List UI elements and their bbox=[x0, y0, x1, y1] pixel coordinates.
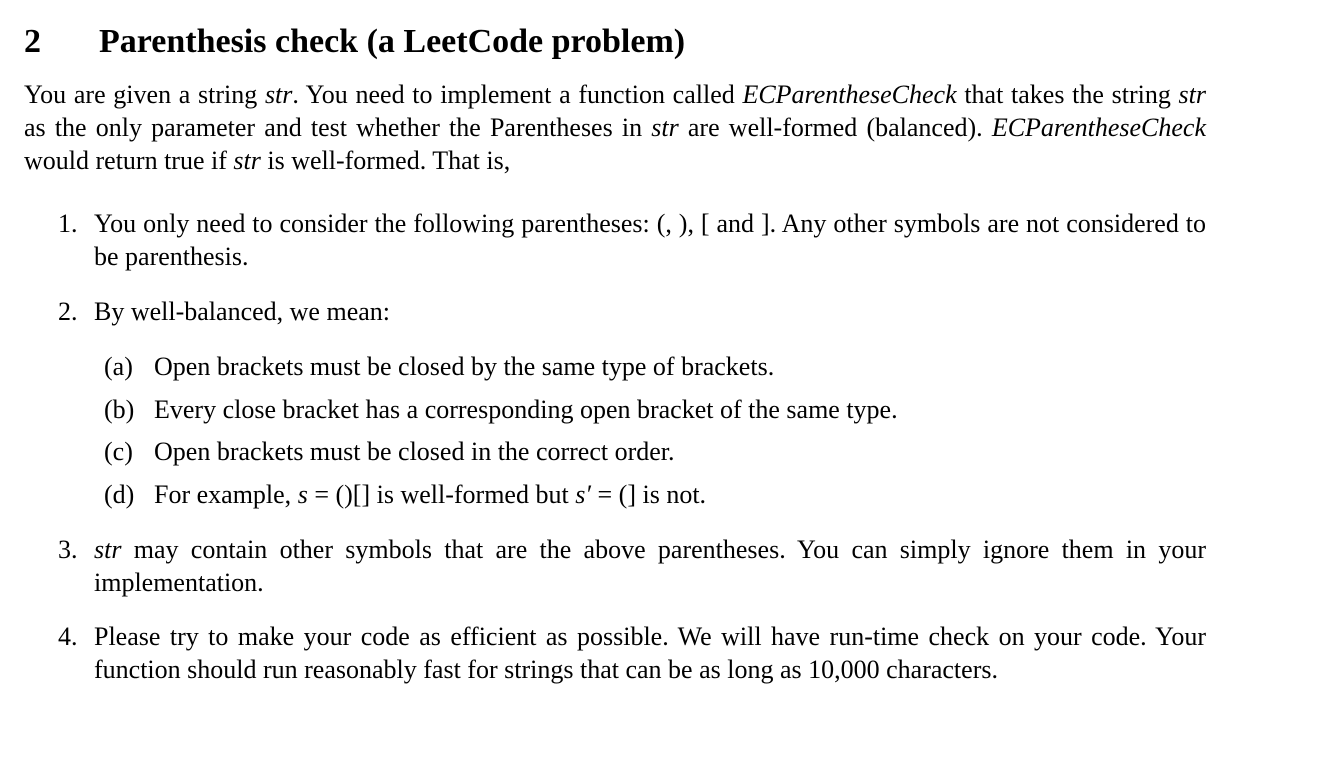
list-item-text-content: may contain other symbols that are the above parentheses. You can simply ignore them in your implementation. bbox=[94, 535, 1206, 597]
sub-item-b bbox=[104, 393, 1204, 426]
sub-item-text: For example, bbox=[154, 480, 298, 509]
list-item-1 bbox=[58, 207, 1206, 273]
sub-item-a bbox=[104, 350, 1204, 383]
sub-item-text: Open brackets must be closed in the correct order. bbox=[154, 437, 675, 466]
math-var-s: s bbox=[297, 480, 308, 509]
list-item-3 bbox=[58, 533, 1206, 599]
intro-text: are well-formed (balanced). bbox=[678, 113, 992, 142]
intro-text: would return true if bbox=[24, 146, 234, 175]
sub-item-c bbox=[104, 435, 1204, 468]
sub-item-text: = ()[] is well-formed but bbox=[307, 480, 576, 509]
list-number: 3. bbox=[58, 535, 78, 564]
section-number: 2 bbox=[24, 23, 41, 60]
var-str: str bbox=[651, 113, 679, 142]
list-item-2 bbox=[58, 295, 1206, 328]
intro-text: You are given a string bbox=[24, 80, 265, 109]
intro-text: is well-formed. That is, bbox=[260, 146, 511, 175]
intro-text: . You need to implement a function called bbox=[292, 80, 743, 109]
list-number: 4. bbox=[58, 622, 78, 651]
function-name: ECParentheseCheck bbox=[991, 113, 1206, 142]
intro-text: that takes the string bbox=[956, 80, 1179, 109]
intro-text: as the only parameter and test whether the Parentheses in bbox=[24, 113, 652, 142]
var-str: str bbox=[94, 535, 122, 564]
list-item-text: By well-balanced, we mean: bbox=[94, 297, 390, 326]
sub-item-label: (c) bbox=[104, 437, 133, 466]
list-number: 2. bbox=[58, 297, 78, 326]
sub-item-label: (a) bbox=[104, 352, 133, 381]
var-str: str bbox=[264, 80, 293, 109]
list-item-text: You only need to consider the following parentheses: (, ), [ and ]. Any other symbols are not considered to be parenthesis. bbox=[94, 209, 1206, 271]
sub-item-label: (d) bbox=[104, 480, 135, 509]
list-item-text: Please try to make your code as efficient as possible. We will have run-time check on your code. Your function should run reasonably fast for strings that can be as long as 10,000 characters. bbox=[94, 622, 1206, 684]
sub-item-text: = (] is not. bbox=[591, 480, 707, 509]
var-str: str bbox=[1178, 80, 1206, 109]
var-str: str bbox=[233, 146, 261, 175]
sub-item-label: (b) bbox=[104, 395, 135, 424]
list-item-4 bbox=[58, 620, 1206, 686]
section-heading bbox=[24, 18, 685, 66]
list-number: 1. bbox=[58, 209, 78, 238]
sub-item-text: Open brackets must be closed by the same type of brackets. bbox=[154, 352, 775, 381]
intro-paragraph bbox=[24, 78, 1206, 177]
section-title: Parenthesis check (a LeetCode problem) bbox=[99, 23, 686, 60]
math-var-s-prime: s′ bbox=[575, 480, 591, 509]
sub-item-text: Every close bracket has a corresponding open bracket of the same type. bbox=[154, 395, 898, 424]
function-name: ECParentheseCheck bbox=[742, 80, 957, 109]
list-item-text bbox=[94, 533, 1206, 599]
sub-item-d bbox=[104, 478, 1204, 511]
